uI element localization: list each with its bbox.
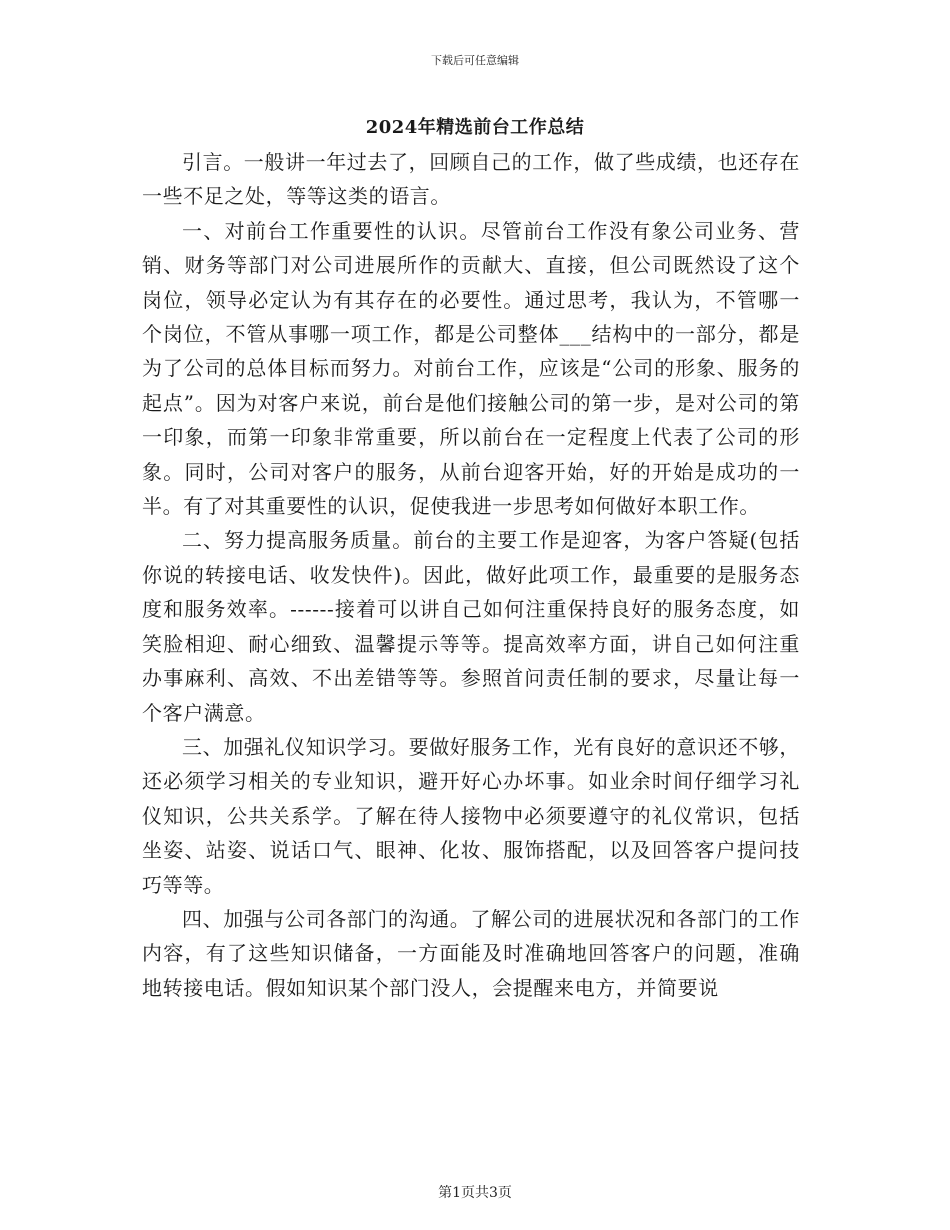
- header-note: 下载后可任意编辑: [431, 54, 519, 67]
- document-title: 2024年精选前台工作总结: [365, 117, 585, 138]
- paragraph-3: 三、加强礼仪知识学习。要做好服务工作，光有良好的意识还不够，还必须学习相关的专业知识，避开好心办坏事。如业余时间仔细学习礼仪知识，公共关系学。了解在待人接物中必须要遵守的礼仪常识，包括坐姿、站姿、说话口气、眼神、化妆、服饰搭配，以及回答客户提问技巧等等。: [142, 734, 800, 897]
- paragraph-intro: 引言。一般讲一年过去了，回顾自己的工作，做了些成绩，也还存在一些不足之处，等等这类的语言。: [142, 150, 800, 209]
- paragraph-1: 一、对前台工作重要性的认识。尽管前台工作没有象公司业务、营销、财务等部门对公司进展所作的贡献大、直接，但公司既然设了这个岗位，领导必定认为有其存在的必要性。通过思考，我认为，不管哪一个岗位，不管从事哪一项工作，都是公司整体___结构中的一部分，都是为了公司的总体目标而努力。对前台工作，应该是“公司的形象、服务的起点”。因为对客户来说，前台是他们接触公司的第一步，是对公司的第一印象，而第一印象非常重要，所以前台在一定程度上代表了公司的形象。同时，公司对客户的服务，从前台迎客开始，好的开始是成功的一半。有了对其重要性的认识，促使我进一步思考如何做好本职工作。: [142, 218, 800, 519]
- paragraph-4: 四、加强与公司各部门的沟通。了解公司的进展状况和各部门的工作内容，有了这些知识储备，一方面能及时准确地回答客户的问题，准确地转接电话。假如知识某个部门没人，会提醒来电方，并简要说: [142, 906, 800, 1000]
- document-body: [142, 145, 800, 1005]
- page-number: 第1页共3页: [438, 1185, 512, 1201]
- paragraph-2: 二、努力提高服务质量。前台的主要工作是迎客，为客户答疑(包括你说的转接电话、收发快件)。因此，做好此项工作，最重要的是服务态度和服务效率。------接着可以讲自己如何注重保持良好的服务态度，如笑脸相迎、耐心细致、温馨提示等等。提高效率方面，讲自己如何注重办事麻利、高效、不出差错等等。参照首问责任制的要求，尽量让每一个客户满意。: [142, 528, 800, 725]
